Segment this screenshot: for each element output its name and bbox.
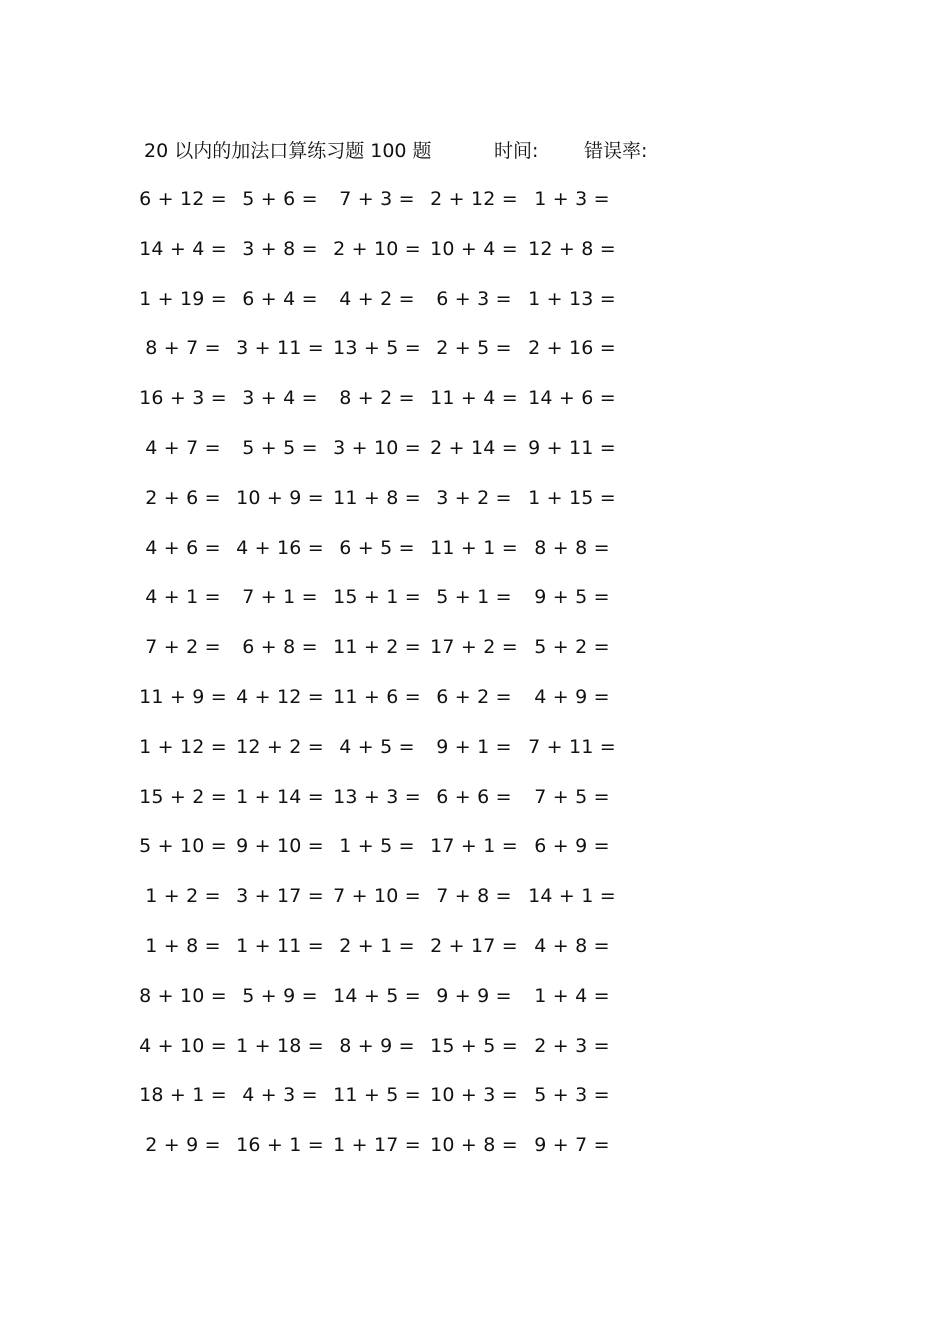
problem-item: 4 + 2 =: [339, 288, 415, 310]
problem-item: 7 + 11 =: [528, 736, 616, 758]
problem-item: 6 + 8 =: [242, 636, 318, 658]
problem-item: 6 + 2 =: [436, 686, 512, 708]
problem-item: 11 + 1 =: [430, 537, 518, 559]
problem-item: 15 + 2 =: [139, 786, 227, 808]
problem-item: 7 + 8 =: [436, 885, 512, 907]
problem-item: 10 + 4 =: [430, 238, 518, 260]
problem-item: 8 + 10 =: [139, 985, 227, 1007]
problem-item: 9 + 10 =: [236, 835, 324, 857]
problem-item: 10 + 8 =: [430, 1134, 518, 1156]
problem-item: 5 + 1 =: [436, 586, 512, 608]
problem-item: 11 + 8 =: [333, 487, 421, 509]
problem-item: 4 + 12 =: [236, 686, 324, 708]
problem-item: 1 + 17 =: [333, 1134, 421, 1156]
problem-item: 11 + 2 =: [333, 636, 421, 658]
problem-item: 5 + 10 =: [139, 835, 227, 857]
problem-item: 5 + 6 =: [242, 188, 318, 210]
problem-item: 3 + 2 =: [436, 487, 512, 509]
problem-item: 2 + 1 =: [339, 935, 415, 957]
problem-item: 6 + 6 =: [436, 786, 512, 808]
problem-item: 12 + 8 =: [528, 238, 616, 260]
problem-item: 6 + 4 =: [242, 288, 318, 310]
problem-item: 5 + 3 =: [534, 1084, 610, 1106]
problem-item: 12 + 2 =: [236, 736, 324, 758]
problem-item: 14 + 1 =: [528, 885, 616, 907]
problem-item: 9 + 7 =: [534, 1134, 610, 1156]
problem-item: 1 + 5 =: [339, 835, 415, 857]
problem-item: 18 + 1 =: [139, 1084, 227, 1106]
error-rate-label: 错误率:: [584, 140, 648, 162]
problem-item: 2 + 17 =: [430, 935, 518, 957]
problem-item: 1 + 4 =: [534, 985, 610, 1007]
problem-item: 8 + 8 =: [534, 537, 610, 559]
problem-item: 3 + 17 =: [236, 885, 324, 907]
problem-item: 3 + 10 =: [333, 437, 421, 459]
problem-item: 6 + 9 =: [534, 835, 610, 857]
problem-item: 6 + 3 =: [436, 288, 512, 310]
problem-item: 15 + 5 =: [430, 1035, 518, 1057]
problem-item: 15 + 1 =: [333, 586, 421, 608]
problem-item: 17 + 1 =: [430, 835, 518, 857]
problem-item: 1 + 2 =: [145, 885, 221, 907]
problem-item: 1 + 15 =: [528, 487, 616, 509]
problem-item: 2 + 10 =: [333, 238, 421, 260]
problem-item: 7 + 3 =: [339, 188, 415, 210]
problem-item: 6 + 5 =: [339, 537, 415, 559]
problem-item: 2 + 5 =: [436, 337, 512, 359]
problem-item: 3 + 8 =: [242, 238, 318, 260]
problem-item: 3 + 11 =: [236, 337, 324, 359]
problem-item: 2 + 9 =: [145, 1134, 221, 1156]
problem-item: 7 + 10 =: [333, 885, 421, 907]
problem-item: 5 + 5 =: [242, 437, 318, 459]
problem-item: 9 + 5 =: [534, 586, 610, 608]
problem-item: 2 + 12 =: [430, 188, 518, 210]
problem-item: 3 + 4 =: [242, 387, 318, 409]
problem-item: 1 + 11 =: [236, 935, 324, 957]
problem-item: 9 + 1 =: [436, 736, 512, 758]
worksheet-title: 20 以内的加法口算练习题 100 题: [144, 140, 432, 162]
problem-item: 9 + 9 =: [436, 985, 512, 1007]
problem-item: 2 + 3 =: [534, 1035, 610, 1057]
problem-item: 11 + 6 =: [333, 686, 421, 708]
problem-item: 4 + 5 =: [339, 736, 415, 758]
problem-item: 10 + 9 =: [236, 487, 324, 509]
problem-item: 14 + 6 =: [528, 387, 616, 409]
problem-item: 1 + 18 =: [236, 1035, 324, 1057]
problem-item: 10 + 3 =: [430, 1084, 518, 1106]
problem-item: 1 + 8 =: [145, 935, 221, 957]
problem-item: 2 + 6 =: [145, 487, 221, 509]
problem-item: 5 + 2 =: [534, 636, 610, 658]
problem-item: 11 + 5 =: [333, 1084, 421, 1106]
problem-item: 1 + 19 =: [139, 288, 227, 310]
time-label: 时间:: [494, 140, 539, 162]
problem-item: 2 + 14 =: [430, 437, 518, 459]
problem-item: 7 + 1 =: [242, 586, 318, 608]
problem-item: 4 + 6 =: [145, 537, 221, 559]
problem-item: 11 + 9 =: [139, 686, 227, 708]
problem-item: 17 + 2 =: [430, 636, 518, 658]
problem-item: 4 + 1 =: [145, 586, 221, 608]
problem-item: 1 + 12 =: [139, 736, 227, 758]
problem-item: 16 + 1 =: [236, 1134, 324, 1156]
problem-item: 4 + 8 =: [534, 935, 610, 957]
problem-item: 14 + 4 =: [139, 238, 227, 260]
problem-item: 7 + 5 =: [534, 786, 610, 808]
problem-item: 4 + 9 =: [534, 686, 610, 708]
problem-item: 8 + 9 =: [339, 1035, 415, 1057]
problem-item: 1 + 14 =: [236, 786, 324, 808]
problem-item: 16 + 3 =: [139, 387, 227, 409]
problem-item: 1 + 3 =: [534, 188, 610, 210]
problem-item: 4 + 16 =: [236, 537, 324, 559]
problem-item: 6 + 12 =: [139, 188, 227, 210]
problem-item: 8 + 2 =: [339, 387, 415, 409]
problem-item: 2 + 16 =: [528, 337, 616, 359]
problem-item: 13 + 3 =: [333, 786, 421, 808]
problem-item: 9 + 11 =: [528, 437, 616, 459]
problem-item: 4 + 7 =: [145, 437, 221, 459]
problem-item: 13 + 5 =: [333, 337, 421, 359]
problem-item: 5 + 9 =: [242, 985, 318, 1007]
problem-item: 1 + 13 =: [528, 288, 616, 310]
problem-item: 14 + 5 =: [333, 985, 421, 1007]
problem-item: 4 + 10 =: [139, 1035, 227, 1057]
problem-item: 4 + 3 =: [242, 1084, 318, 1106]
problem-item: 8 + 7 =: [145, 337, 221, 359]
problem-item: 11 + 4 =: [430, 387, 518, 409]
problem-item: 7 + 2 =: [145, 636, 221, 658]
